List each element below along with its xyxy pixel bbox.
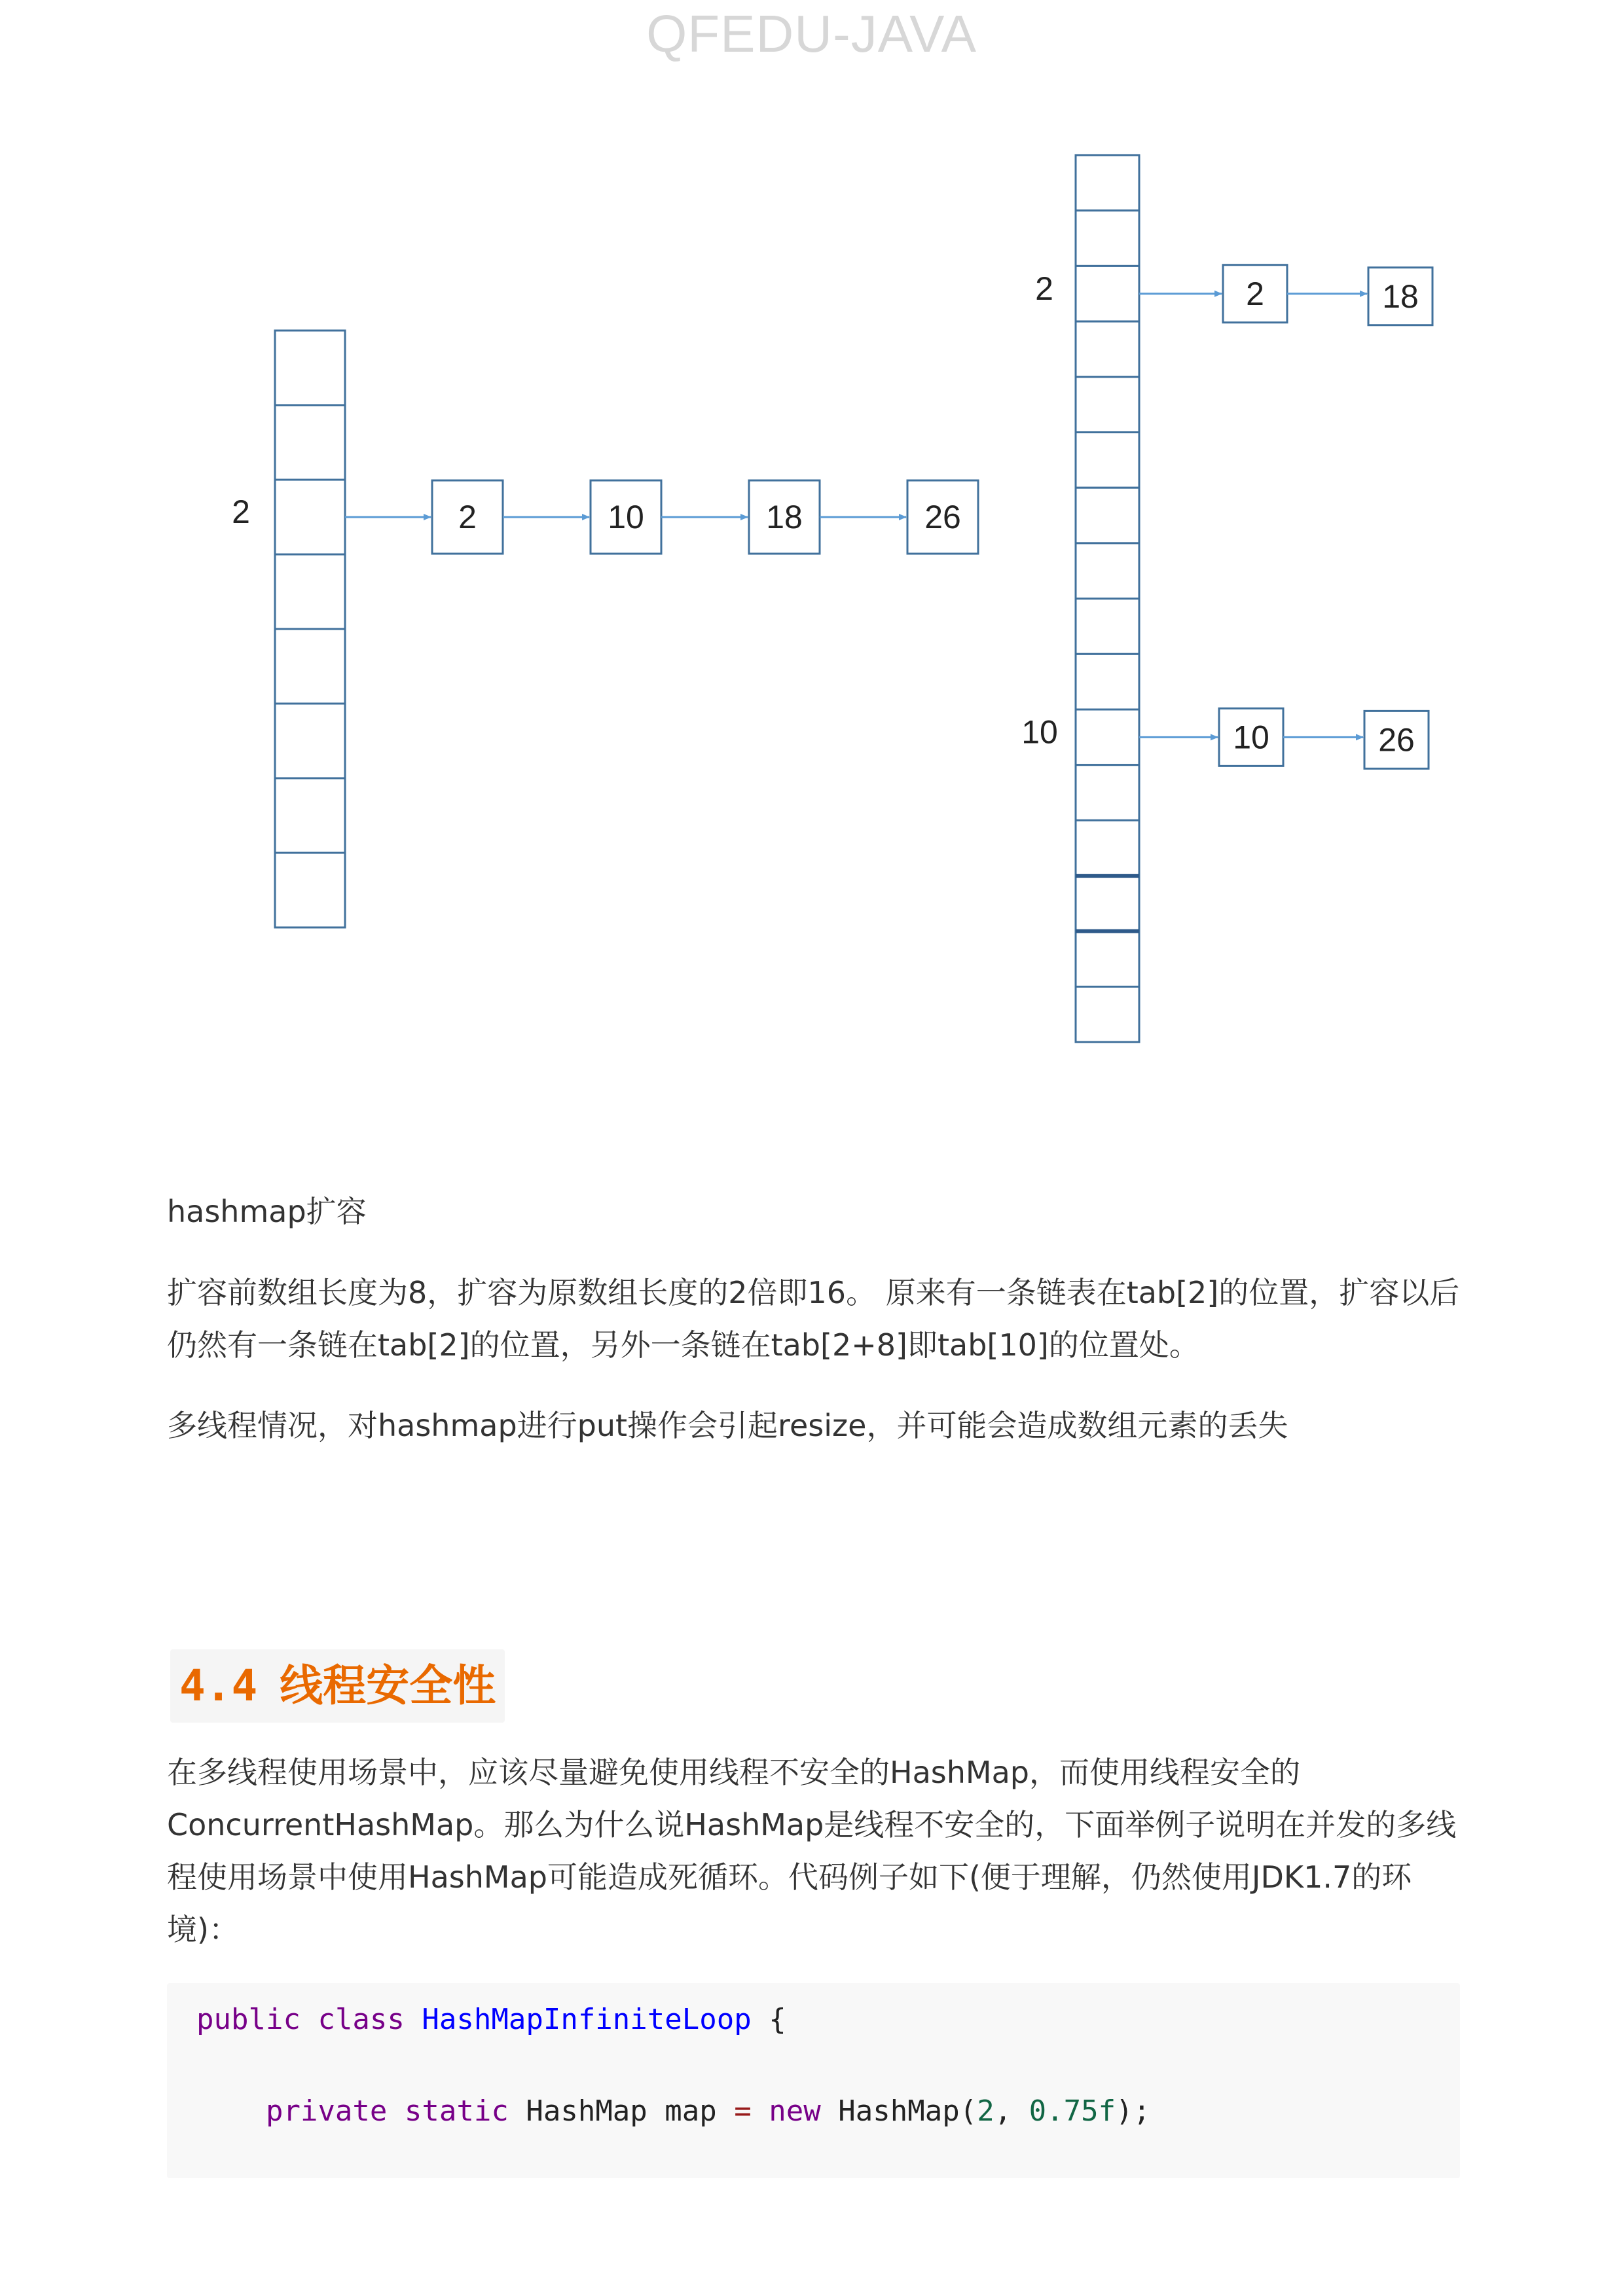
array-after-resize — [1021, 155, 1432, 1042]
array-slot — [1076, 488, 1139, 543]
keyword: class — [318, 2003, 405, 2036]
class-name: HashMapInfiniteLoop — [422, 2003, 752, 2036]
array-slot — [275, 853, 345, 927]
code-line-2 — [196, 2094, 1150, 2128]
operator: = — [734, 2094, 752, 2128]
hashmap-resize-diagram — [0, 0, 1623, 1113]
chain-node-label: 10 — [608, 499, 644, 535]
array-slot — [1076, 433, 1139, 488]
array-slot — [275, 405, 345, 480]
chain-node-label: 18 — [766, 499, 803, 535]
type-name: HashMap — [526, 2094, 647, 2128]
variable-name: map — [665, 2094, 717, 2128]
array-slot — [1076, 654, 1139, 709]
bucket-index-label: 2 — [1035, 270, 1053, 307]
array-slot — [1076, 820, 1139, 876]
number-literal: 0.75f — [1029, 2094, 1116, 2128]
array-slot — [275, 331, 345, 405]
constructor-call: HashMap( — [838, 2094, 977, 2128]
chain-node-label: 2 — [458, 499, 477, 535]
keyword: new — [769, 2094, 821, 2128]
array-slot — [1076, 266, 1139, 321]
array-before-resize — [232, 331, 978, 927]
number-literal: 2 — [977, 2094, 994, 2128]
thread-safety-paragraph: 在多线程使用场景中，应该尽量避免使用线程不安全的HashMap，而使用线程安全的ConcurrentHashMap。那么为什么说HashMap是线程不安全的，下面举例子说明在并发的多线程使用场景中使用HashMap可能造成死循环。代码例子如下(便于理解，仍然使用JDK1.7的环境)： — [167, 1755, 1457, 1947]
array-slot — [1076, 211, 1139, 266]
multithread-resize-paragraph: 多线程情况，对hashmap进行put操作会引起resize，并可能会造成数组元素的丢失 — [167, 1408, 1288, 1443]
array-slot — [275, 629, 345, 704]
section-number: 4.4 — [179, 1660, 258, 1711]
chain-node-label: 26 — [924, 499, 961, 535]
array-slot — [275, 704, 345, 778]
bucket-index-label: 10 — [1021, 713, 1058, 751]
array-slot — [1076, 377, 1139, 433]
bucket-index-label: 2 — [232, 493, 250, 530]
chain-node-label: 18 — [1382, 278, 1419, 315]
keyword: static — [404, 2094, 509, 2128]
code-line-1 — [196, 2003, 786, 2036]
section-heading — [170, 1649, 505, 1723]
resize-explanation-paragraph: 扩容前数组长度为8，扩容为原数组长度的2倍即16。 原来有一条链表在tab[2]的位置，扩容以后仍然有一条链在tab[2]的位置，另外一条链在tab[2+8]即tab[10]的位置处。 — [167, 1275, 1460, 1363]
code-block — [167, 1983, 1460, 2178]
brace: { — [769, 2003, 786, 2036]
array-slot — [1076, 709, 1139, 765]
watermark: QFEDU-JAVA — [646, 5, 977, 63]
diagram-caption: hashmap扩容 — [167, 1194, 367, 1229]
keyword: public — [196, 2003, 301, 2036]
array-slot — [1076, 321, 1139, 377]
separator: , — [994, 2094, 1029, 2128]
array-slot — [275, 554, 345, 629]
statement-end: ); — [1116, 2094, 1151, 2128]
chain-node-label: 10 — [1233, 719, 1269, 756]
chain-node-label: 2 — [1246, 275, 1264, 312]
array-slot — [1076, 155, 1139, 211]
chain-node-label: 26 — [1378, 721, 1415, 759]
array-slot — [1076, 599, 1139, 655]
keyword: private — [265, 2094, 388, 2128]
array-slot — [1076, 987, 1139, 1043]
array-slot — [1076, 931, 1139, 987]
section-title: 线程安全性 — [280, 1660, 496, 1711]
array-slot — [1076, 765, 1139, 821]
array-slot — [1076, 543, 1139, 599]
array-slot — [275, 480, 345, 554]
array-slot — [1076, 876, 1139, 931]
array-slot — [275, 778, 345, 853]
